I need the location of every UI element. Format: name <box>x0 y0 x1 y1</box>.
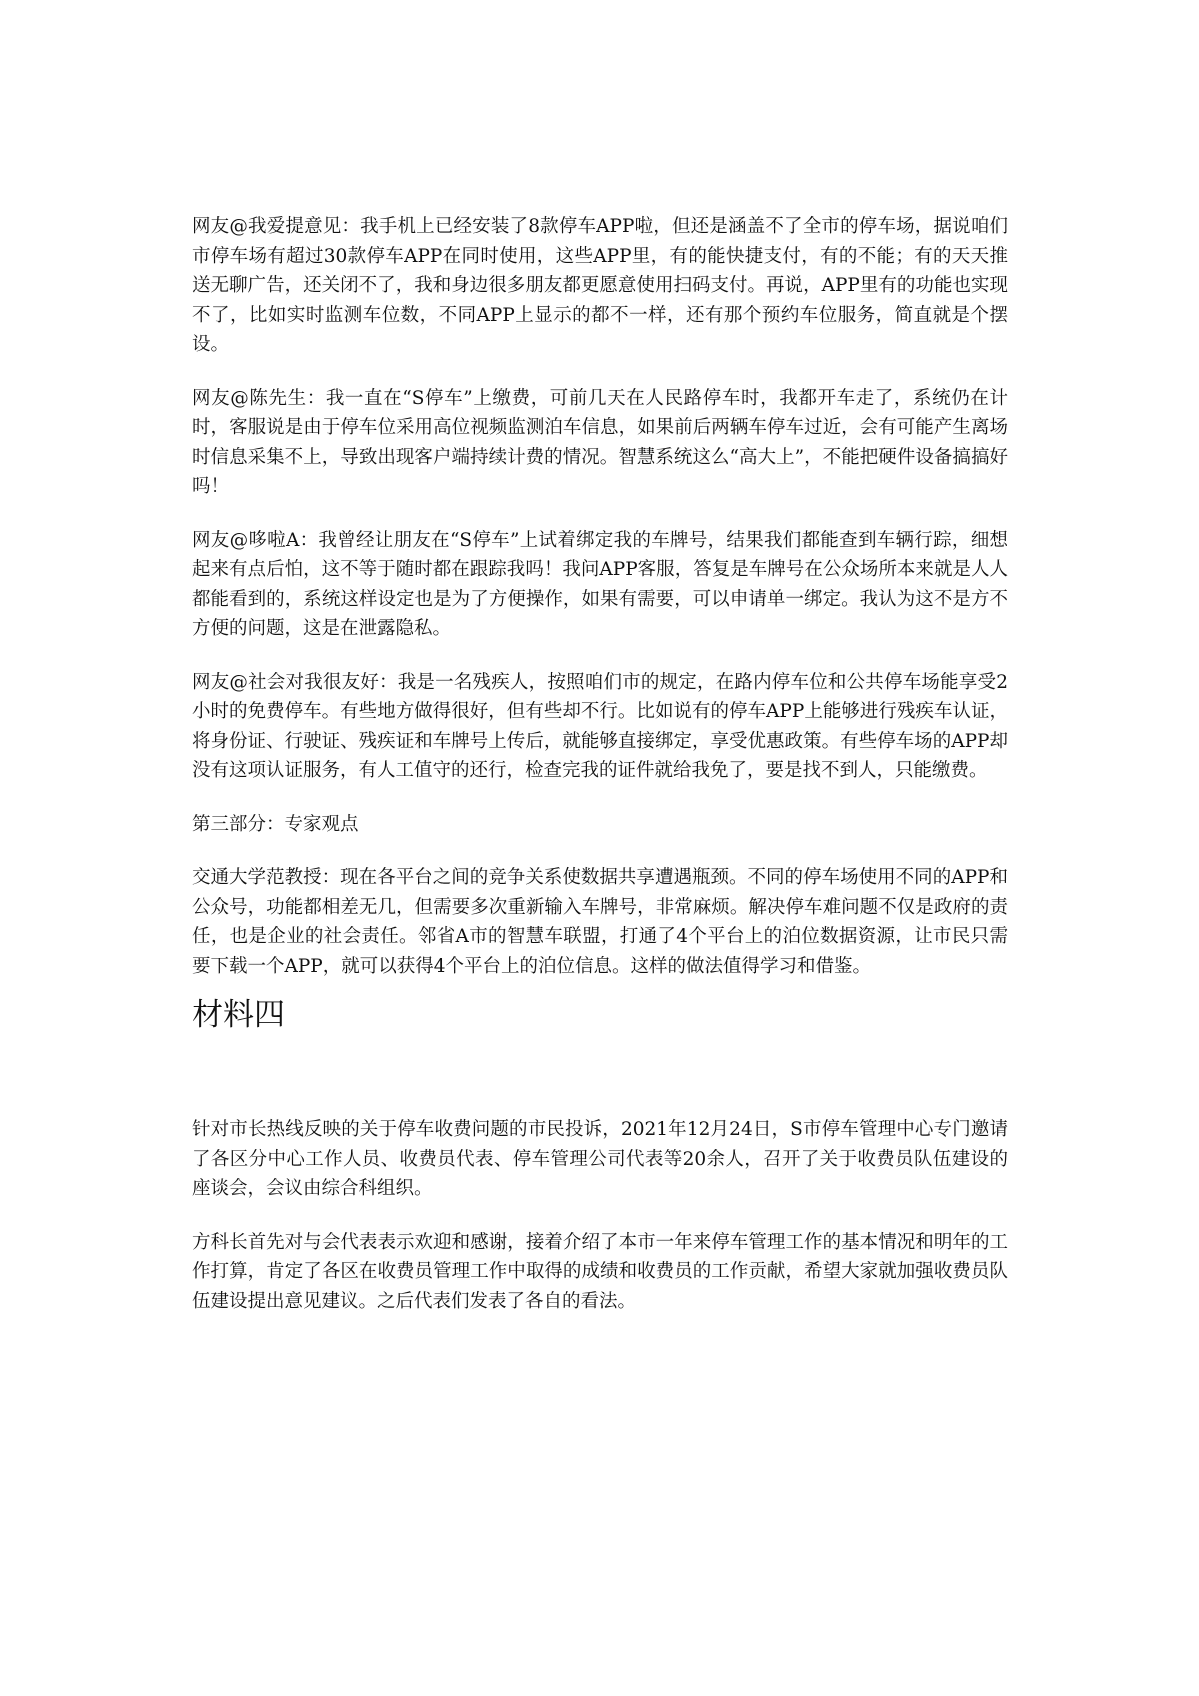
material-four-heading: 材料四 <box>192 997 285 1033</box>
paragraph-spacer <box>192 1204 1008 1228</box>
expert-opinion-paragraph: 交通大学范教授：现在各平台之间的竞争关系使数据共享遭遇瓶颈。不同的停车场使用不同的APP和公众号，功能都相差无几，但需要多次重新输入车牌号，非常麻烦。解决停车难问题不仅是政府的责任，也是企业的社会责任。邻省A市的智慧车联盟，打通了4个平台上的泊位数据资源，让市民只需要下载一个APP，就可以获得4个平台上的泊位信息。这样的做法值得学习和借鉴。 <box>192 867 1008 977</box>
paragraph-spacer <box>192 839 1008 863</box>
comment-paragraph-3: 网友@哆啦A：我曾经让朋友在“S停车”上试着绑定我的车牌号，结果我们都能查到车辆行踪，细想起来有点后怕，这不等于随时都在跟踪我吗！我问APP客服，答复是车牌号在公众场所本来就是人人都能看到的，系统这样设定也是为了方便操作，如果有需要，可以申请单一绑定。我认为这不是方不方便的问题，这是在泄露隐私。 <box>192 529 1008 639</box>
section-three-title: 第三部分：专家观点 <box>192 813 359 835</box>
paragraph-spacer <box>192 644 1008 668</box>
paragraph-spacer <box>192 786 1008 810</box>
comment-paragraph-2: 网友@陈先生：我一直在“S停车”上缴费，可前几天在人民路停车时，我都开车走了，系统仍在计时，客服说是由于停车位采用高位视频监测泊车信息，如果前后两辆车停车过近，会有可能产生离场时信息采集不上，导致出现客户端持续计费的情况。智慧系统这么“高大上”，不能把硬件设备搞搞好吗！ <box>192 387 1008 497</box>
material-four-paragraph-1: 针对市长热线反映的关于停车收费问题的市民投诉，2021年12月24日，S市停车管理中心专门邀请了各区分中心工作人员、收费员代表、停车管理公司代表等20余人，召开了关于收费员队伍建设的座谈会，会议由综合科组织。 <box>192 1119 1008 1199</box>
paragraph-spacer <box>192 360 1008 384</box>
document-body <box>192 212 1008 1316</box>
material-four-paragraph-2: 方科长首先对与会代表表示欢迎和感谢，接着介绍了本市一年来停车管理工作的基本情况和明年的工作打算，肯定了各区在收费员管理工作中取得的成绩和收费员的工作贡献，希望大家就加强收费员队伍建设提出意见建议。之后代表们发表了各自的看法。 <box>192 1231 1008 1312</box>
comment-paragraph-4: 网友@社会对我很友好：我是一名残疾人，按照咱们市的规定，在路内停车位和公共停车场能享受2小时的免费停车。有些地方做得很好，但有些却不行。比如说有的停车APP上能够进行残疾车认证，将身份证、行驶证、残疾证和车牌号上传后，就能够直接绑定，享受优惠政策。有些停车场的APP却没有这项认证服务，有人工值守的还行，检查完我的证件就给我免了，要是找不到人，只能缴费。 <box>192 671 1008 781</box>
paragraph-spacer <box>192 502 1008 526</box>
comment-paragraph-1: 网友@我爱提意见：我手机上已经安装了8款停车APP啦，但还是涵盖不了全市的停车场，据说咱们市停车场有超过30款停车APP在同时使用，这些APP里，有的能快捷支付，有的不能；有的天天推送无聊广告，还关闭不了，我和身边很多朋友都更愿意使用扫码支付。再说，APP里有的功能也实现不了，比如实时监测车位数，不同APP上显示的都不一样，还有那个预约车位服务，简直就是个摆设。 <box>192 216 1008 355</box>
heading-spacer <box>192 1035 1008 1115</box>
